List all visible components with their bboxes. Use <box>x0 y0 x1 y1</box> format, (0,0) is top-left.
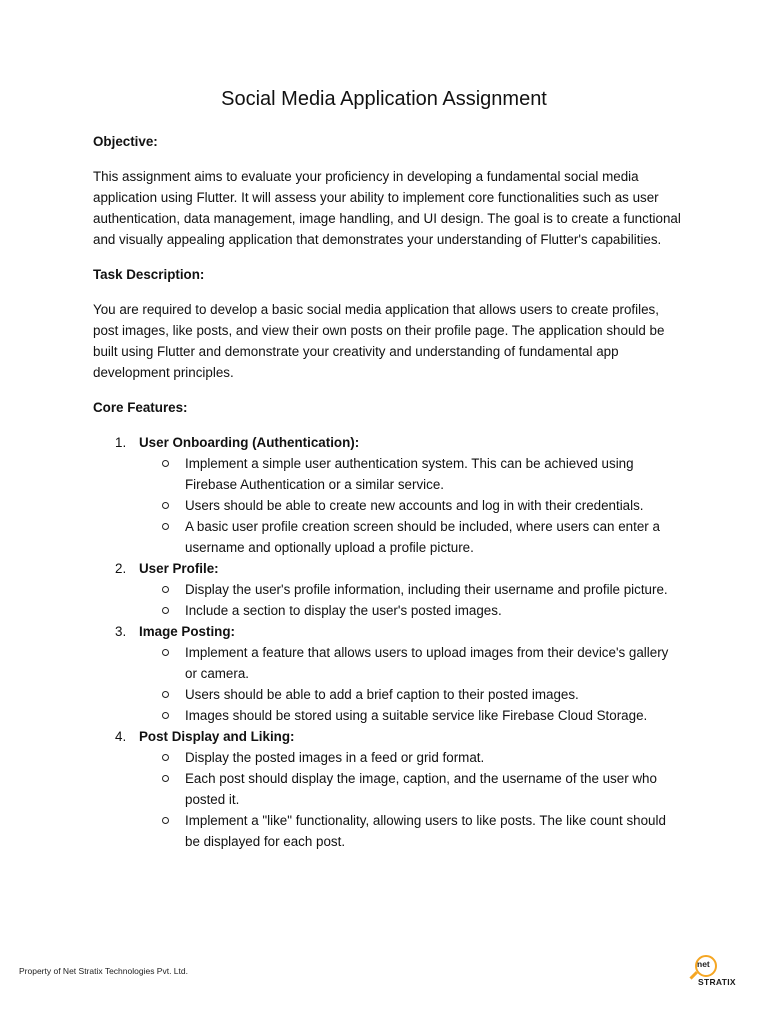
feature-item <box>93 558 683 621</box>
document-body <box>93 131 683 852</box>
net-stratix-logo <box>686 953 746 991</box>
footer-property-text: Property of Net Stratix Technologies Pvt. Ltd. <box>19 966 188 976</box>
list-item <box>185 684 683 705</box>
objective-paragraph: This assignment aims to evaluate your proficiency in developing a fundamental social media application using Flutter. It will assess your ability to implement core functionalities such as user authentication, data management, image handling, and UI design. The goal is to create a functional and visually appealing application that demonstrates your understanding of Flutter's capabilities. <box>93 169 681 247</box>
list-item <box>185 495 683 516</box>
list-item <box>185 642 683 684</box>
feature-title: User Profile: <box>139 561 219 576</box>
hollow-bullet-icon <box>162 607 169 614</box>
feature-item <box>93 726 683 852</box>
task-heading: Task Description: <box>93 267 205 282</box>
list-item <box>185 810 683 852</box>
hollow-bullet-icon <box>162 817 169 824</box>
feature-number: 4. <box>115 729 127 744</box>
hollow-bullet-icon <box>162 460 169 467</box>
page-title: Social Media Application Assignment <box>221 88 547 110</box>
hollow-bullet-icon <box>162 754 169 761</box>
feature-number: 2. <box>115 561 127 576</box>
feature-subitems <box>139 642 683 726</box>
feature-subitems <box>139 747 683 852</box>
magnifier-handle-icon <box>689 971 697 979</box>
feature-item <box>93 432 683 558</box>
features-heading: Core Features: <box>93 400 188 415</box>
hollow-bullet-icon <box>162 691 169 698</box>
logo-net-text: net <box>697 959 710 969</box>
hollow-bullet-icon <box>162 712 169 719</box>
feature-number: 3. <box>115 624 127 639</box>
list-item <box>185 453 683 495</box>
list-item <box>185 516 683 558</box>
list-item-text: Implement a simple user authentication system. This can be achieved using Firebase Authentication or a similar service. <box>185 456 634 492</box>
feature-number: 1. <box>115 435 127 450</box>
feature-subitems <box>139 579 683 621</box>
list-item <box>185 600 683 621</box>
feature-title: Post Display and Liking: <box>139 729 295 744</box>
hollow-bullet-icon <box>162 523 169 530</box>
logo-stratix-text: STRATIX <box>698 977 736 987</box>
list-item-text: Implement a "like" functionality, allowing users to like posts. The like count should be displayed for each post. <box>185 813 666 849</box>
hollow-bullet-icon <box>162 775 169 782</box>
features-list <box>93 432 683 852</box>
list-item-text: Images should be stored using a suitable service like Firebase Cloud Storage. <box>185 708 648 723</box>
list-item-text: Display the user's profile information, including their username and profile picture. <box>185 582 668 597</box>
objective-heading: Objective: <box>93 134 158 149</box>
feature-subitems <box>139 453 683 558</box>
list-item-text: Users should be able to create new accounts and log in with their credentials. <box>185 498 644 513</box>
list-item-text: A basic user profile creation screen should be included, where users can enter a username and optionally upload a profile picture. <box>185 519 660 555</box>
list-item <box>185 747 683 768</box>
hollow-bullet-icon <box>162 586 169 593</box>
list-item-text: Each post should display the image, caption, and the username of the user who posted it. <box>185 771 657 807</box>
feature-item <box>93 621 683 726</box>
feature-title: User Onboarding (Authentication): <box>139 435 360 450</box>
hollow-bullet-icon <box>162 649 169 656</box>
hollow-bullet-icon <box>162 502 169 509</box>
list-item-text: Users should be able to add a brief caption to their posted images. <box>185 687 579 702</box>
list-item-text: Include a section to display the user's posted images. <box>185 603 502 618</box>
task-paragraph: You are required to develop a basic social media application that allows users to create profiles, post images, like posts, and view their own posts on their profile page. The application should be built using Flutter and demonstrate your creativity and understanding of fundamental app development principles. <box>93 302 665 380</box>
feature-title: Image Posting: <box>139 624 235 639</box>
list-item <box>185 579 683 600</box>
list-item-text: Display the posted images in a feed or grid format. <box>185 750 485 765</box>
list-item <box>185 705 683 726</box>
list-item-text: Implement a feature that allows users to upload images from their device's gallery or camera. <box>185 645 669 681</box>
list-item <box>185 768 683 810</box>
